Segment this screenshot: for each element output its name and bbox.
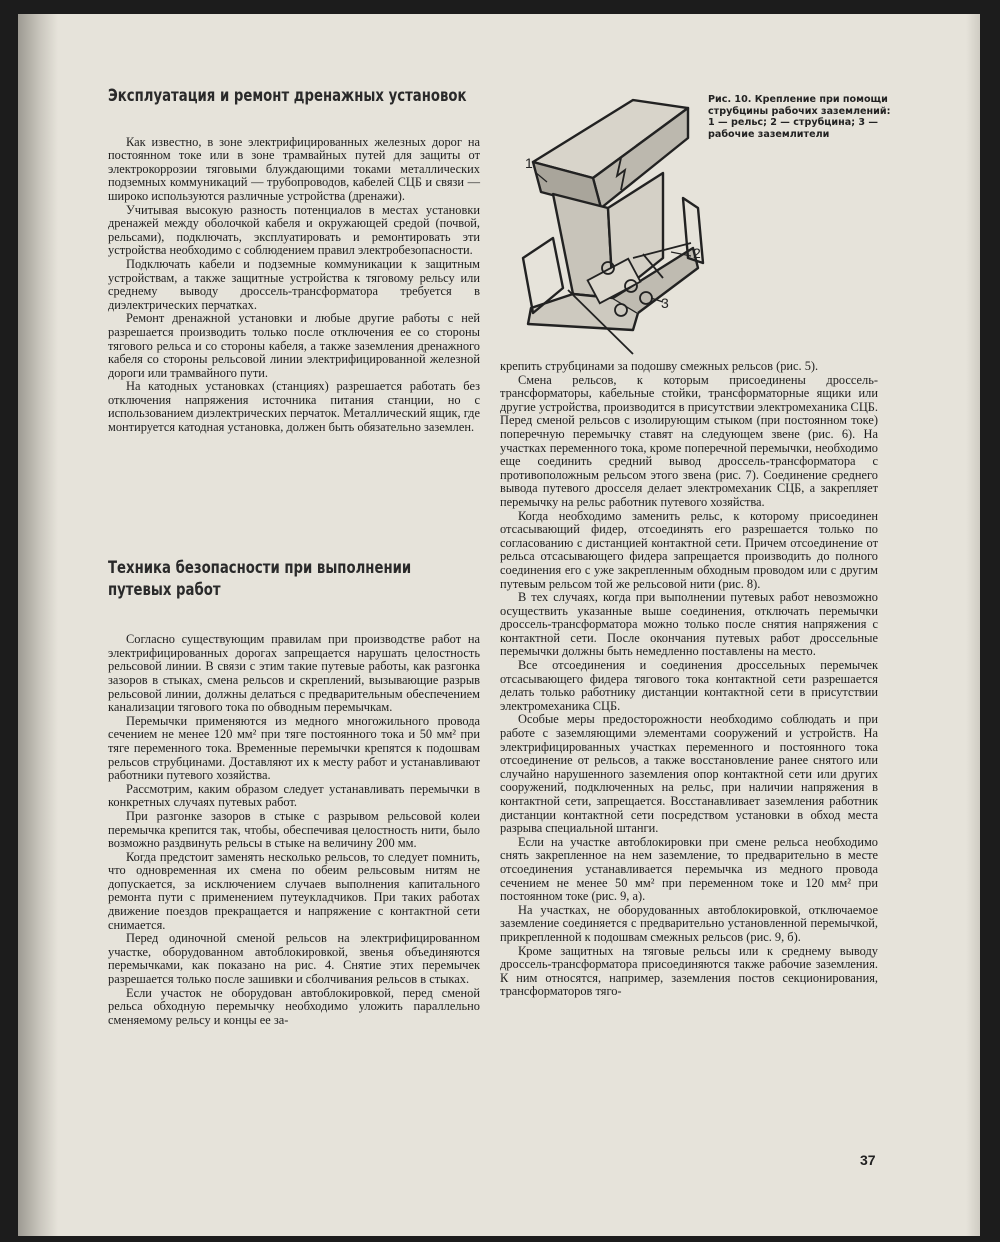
rail-clamp-figure bbox=[513, 98, 723, 360]
paragraph: крепить струбцинами за подошву смежных рельсов (рис. 5). bbox=[500, 359, 819, 373]
paragraph: Когда необходимо заменить рельс, к которому присоединен отсасывающий фидер, отсоединять его разрешается только по согласованию с дистанцией контактной сети. Причем отсоединение от рельса отсасывающего фидера запрещается производить до полного соединения его с уже закрепленным обходным проводом или с другим путевым рельсом той же рельсовой нити (рис. 8). bbox=[500, 508, 878, 591]
figure-label-3: 3 bbox=[661, 295, 669, 311]
paragraph: Согласно существующим правилам при производстве работ на электрифицированных дорогах запрещается нарушать целостность рельсовой линии. В связи с этим такие путевые работы, как разгонка зазоров в стыках, смена рельсов и скреплений, вызывающие разрыв рельсовой линии, должны делаться с предварительным обеспечением канализации тягового тока по обводным перемычкам. bbox=[108, 632, 480, 715]
paragraph: На участках, не оборудованных автоблокировкой, отключаемое заземление соединяется с предварительно установленной перемычкой, прикрепленной к подошвам смежных рельсов (рис. 9, б). bbox=[500, 902, 878, 944]
paragraph: Перемычки применяются из медного многожильного провода сечением не менее 120 мм² при тяге постоянного тока и 50 мм² при тяге переменного тока. Временные перемычки крепятся к подошвам рельсов струбцинами. Доставляют их к месту работ и устанавливают работники путевого хозяйства. bbox=[108, 713, 480, 783]
paragraph: Подключать кабели и подземные коммуникации к защитным устройствам, а также защитные устройства к тяговому рельсу или среднему выводу дроссель-трансформатора требуется в диэлектрических перчатках. bbox=[108, 256, 480, 312]
paragraph: Перед одиночной сменой рельсов на электрифицированном участке, оборудованном автоблокировкой, звенья объединяются перемычками, как показано на рис. 4. Снятие этих перемычек разрешается только после зашивки и сболчивания рельсов в стыках. bbox=[108, 931, 480, 987]
paragraph: Рассмотрим, каким образом следует устанавливать перемычки в конкретных случаях путевых работ. bbox=[108, 781, 480, 810]
figure-label-1: 1 bbox=[525, 155, 533, 171]
page-edge-shadow bbox=[966, 14, 980, 1236]
section-2 bbox=[108, 558, 480, 1027]
paragraph: Когда предстоит заменять несколько рельсов, то следует помнить, что одновременная их смена по обеим рельсовым нитям не допускается, за исключением случаев выполнения капитального ремонта пути с применением путеукладчиков. При таких работах движение поездов прекращается и напряжение с контактной сети снимается. bbox=[108, 849, 480, 932]
figure-caption: Рис. 10. Крепление при помощи струбцины рабочих заземлений: 1 — рельс; 2 — струбцина; 3 — рабочие заземлители bbox=[708, 94, 891, 140]
section-2-heading-line2: путевых работ bbox=[108, 579, 221, 600]
section-1 bbox=[108, 86, 480, 435]
magazine-page bbox=[18, 14, 980, 1236]
paragraph: В тех случаях, когда при выполнении путевых работ невозможно осуществить указанные выше соединения, отключать перемычки дроссель-трансформатора можно только после снятия напряжения с контактной сети. После окончания путевых работ дроссельные перемычки должны быть немедленно поставлены на место. bbox=[500, 590, 878, 659]
section-1-heading: Эксплуатация и ремонт дренажных установок bbox=[108, 86, 467, 106]
page-number: 37 bbox=[860, 1152, 876, 1168]
right-column bbox=[500, 360, 878, 999]
paragraph: Смена рельсов, к которым присоединены дроссель-трансформаторы, кабельные стойки, трансформаторные ящики или другие устройства, производится в присутствии электромеханика СЦБ. Перед сменой рельсов с изолирующим стыком (при постоянном токе) поперечную перемычку ставят на следующем звене (рис. 6). На участках переменного тока, кроме поперечной перемычки, необходимо еще соединить средний вывод дроссель-трансформатора с противоположным рельсом этого звена (рис. 7). Соединение среднего вывода путевого дросселя делает электромеханик СЦБ, а закрепляет перемычку на рельс работник путевого хозяйства. bbox=[500, 372, 878, 509]
paragraph: Если на участке автоблокировки при смене рельса необходимо снять закрепленное на нем заземление, то предварительно в месте отсоединения устанавливается перемычка из медного провода сечением не менее 50 мм² при переменном токе и 120 мм² при постоянном токе (рис. 9, а). bbox=[500, 834, 878, 904]
section-2-heading-line1: Техника безопасности при выполнении bbox=[108, 558, 412, 578]
paragraph: При разгонке зазоров в стыке с разрывом рельсовой колеи перемычка крепится так, чтобы, обеспечивая целостность нити, было возможно раздвинуть рельсы в стыке на величину 200 мм. bbox=[108, 808, 480, 851]
page-spine-shadow bbox=[18, 14, 58, 1236]
paragraph: Учитывая высокую разность потенциалов в местах установки дренажей между оболочкой кабеля и окружающей средой (почвой, рельсами), подключать, эксплуатировать и ремонтировать эти устройства необходимо с соблюдением правил электробезопасности. bbox=[108, 202, 480, 258]
paragraph: Ремонт дренажной установки и любые другие работы с ней разрешается производить только после отключения ее со стороны тягового рельса и со стороны кабеля, а также заземления дренажного кабеля со стороны рельсовой линии электрифицированной железной дороги или трамвайного пути. bbox=[108, 311, 480, 380]
paragraph: Особые меры предосторожности необходимо соблюдать и при работе с заземляющими элементами сооружений и устройств. На электрифицированных участках переменного и постоянного тока отсоединение от рельсов, а также восстановление ранее снятого или случайно нарушенного заземления опор контактной сети или других сооружений, подключенных на рельс, при наличии напряжения в контактной сети, запрещается. Восстанавливает заземления работник дистанции контактной сети посредством установки в обход места разрыва специальной штанги. bbox=[500, 712, 878, 836]
paragraph: Если участок не оборудован автоблокировкой, перед сменой рельса обходную перемычку необходимо уложить параллельно сменяемому рельсу и концы ее за- bbox=[108, 985, 480, 1027]
paragraph: Кроме защитных на тяговые рельсы или к среднему выводу дроссель-трансформатора присоединяются также рабочие заземления. К ним относятся, например, заземления постов секционирования, трансформаторов тяго- bbox=[500, 943, 878, 999]
figure-label-2: 2 bbox=[693, 245, 701, 261]
paragraph: На катодных установках (станциях) разрешается работать без отключения напряжения источника питания станции, но с использованием диэлектрических перчаток. Металлический ящик, где монтируется катодная установка, должен быть обязательно заземлен. bbox=[108, 379, 480, 435]
paragraph: Все отсоединения и соединения дроссельных перемычек отсасывающего фидера тягового тока контактной сети разрешается делать только работнику дистанции контактной сети в присутствии электромеханика СЦБ. bbox=[500, 658, 878, 713]
paragraph: Как известно, в зоне электрифицированных железных дорог на постоянном токе или в зоне трамвайных путей для защиты от электрокоррозии тяговыми блуждающими токами металлических подземных коммуникаций — трубопроводов, кабелей СЦБ и связи — широко используются различные устройства (дренажи). bbox=[108, 134, 480, 203]
